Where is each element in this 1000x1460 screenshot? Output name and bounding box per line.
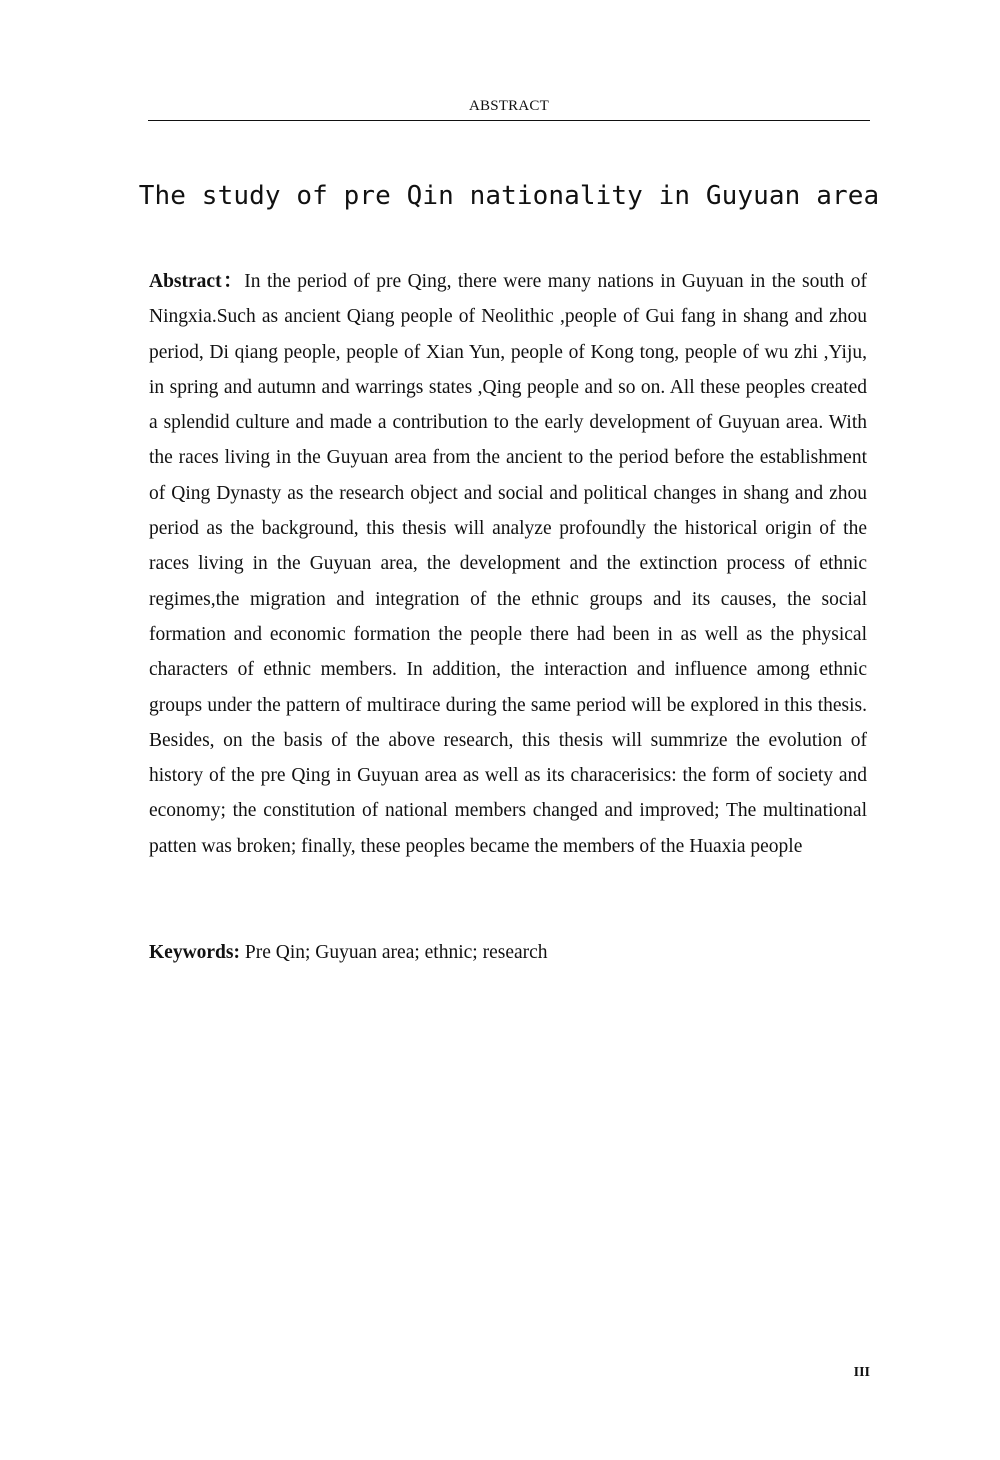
abstract-text: In the period of pre Qing, there were many nations in Guyuan in the south of Ningxia.Such as ancient Qiang people of Neolithic ,people of Gui fang in shang and zhou period, Di qiang people, people of Xian Yun, people of Kong tong, people of wu zhi ,Yiju, in spring and autumn and warrings states ,Qing people and so on. All these peoples created a splendid culture and made a contribution to the early development of Guyuan area. With the races living in the Guyuan area from the ancient to the period before the establishment of Qing Dynasty as the research object and social and political changes in shang and zhou period as the background, this thesis will analyze profoundly the historical origin of the races living in the Guyuan area, the development and the extinction process of ethnic regimes,the migration and integration of the ethnic groups and its causes, the social formation and economic formation the people there had been in as well as the physical characters of ethnic members. In addition, the interaction and influence among ethnic groups under the pattern of multirace during the same period will be explored in this thesis. Besides, on the basis of the above research, this thesis will summrize the evolution of history of the pre Qing in Guyuan area as well as its characerisics: the form of society and economy; the constitution of national members changed and improved; The multinational patten was broken; finally, these peoples became the members of the Huaxia people [149, 271, 867, 857]
abstract-paragraph [149, 264, 867, 864]
paper-title: The study of pre Qin nationality in Guyuan area [138, 181, 880, 211]
running-header: ABSTRACT [469, 98, 549, 114]
keywords-text: Pre Qin; Guyuan area; ethnic; research [240, 942, 548, 963]
keywords-line [149, 935, 867, 970]
keywords-label: Keywords: [149, 942, 240, 963]
page-number: III [853, 1365, 870, 1380]
header-rule [148, 120, 870, 121]
abstract-label: Abstract： [149, 271, 245, 292]
